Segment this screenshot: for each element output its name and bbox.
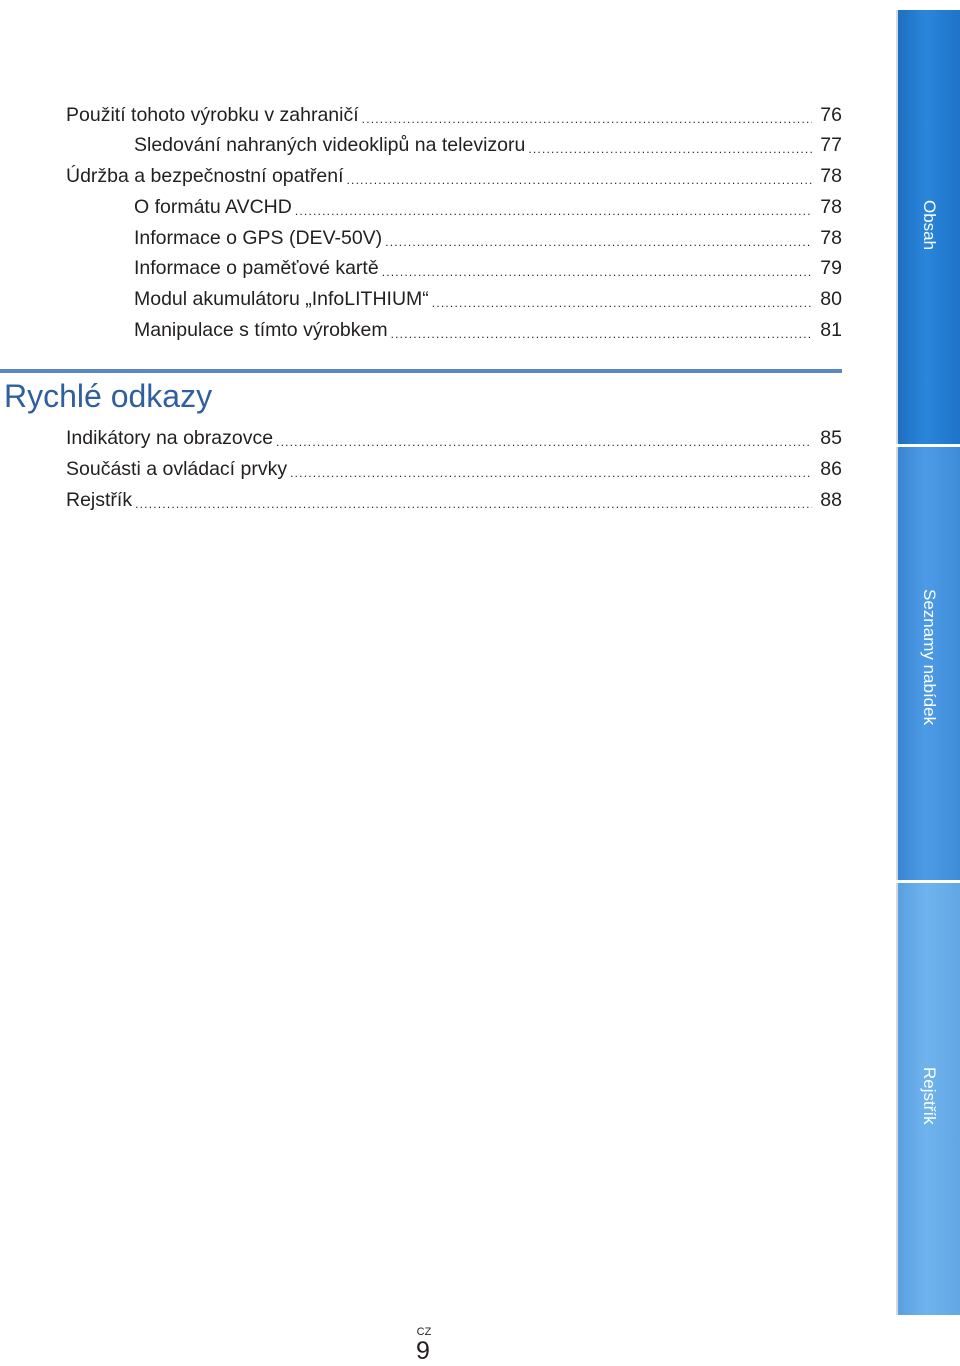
- tab-contents-label: Obsah: [920, 200, 939, 251]
- toc-entry-label: Informace o paměťové kartě: [134, 257, 379, 279]
- quick-link-label: Indikátory na obrazovce: [66, 427, 274, 449]
- toc-entry-page: 80: [820, 288, 842, 310]
- quick-link-page: 88: [820, 489, 842, 511]
- toc-entry-label: Sledování nahraných videoklipů na televizoru: [134, 134, 526, 156]
- toc-entry-label: Manipulace s tímto výrobkem: [134, 319, 388, 341]
- dot-leader: [382, 262, 813, 282]
- quick-link-entry[interactable]: [0, 486, 842, 514]
- toc-entry-label: Informace o GPS (DEV-50V): [134, 227, 383, 249]
- toc-entry-page: 78: [820, 196, 842, 218]
- dot-leader: [391, 324, 813, 344]
- quick-link-label: Součásti a ovládací prvky: [66, 458, 288, 480]
- toc-entry-page: 78: [820, 165, 842, 187]
- section-heading: Rychlé odkazy: [4, 378, 213, 414]
- tab-contents[interactable]: [896, 10, 960, 444]
- dot-leader: [290, 463, 812, 483]
- toc-entry-page: 79: [820, 257, 842, 279]
- toc-entry[interactable]: [0, 224, 842, 252]
- quick-link-page: 85: [820, 427, 842, 449]
- toc-entry-page: 76: [820, 104, 842, 126]
- toc-entry-label: O formátu AVCHD: [134, 196, 292, 218]
- dot-leader: [347, 170, 813, 190]
- toc-entry[interactable]: [0, 101, 842, 129]
- tab-index-label: Rejstřík: [920, 1067, 939, 1125]
- dot-leader: [432, 293, 813, 313]
- toc-entry-label: Údržba a bezpečnostní opatření: [66, 165, 344, 187]
- page-language-code: CZ: [416, 1326, 432, 1338]
- quick-link-entry[interactable]: [0, 455, 842, 483]
- dot-leader: [276, 432, 812, 452]
- dot-leader: [528, 139, 812, 159]
- tab-index[interactable]: [896, 883, 960, 1315]
- toc-entry-label: Modul akumulátoru „InfoLITHIUM“: [134, 288, 429, 310]
- toc-entry[interactable]: [0, 316, 842, 344]
- dot-leader: [135, 494, 812, 514]
- dot-leader: [385, 232, 812, 252]
- toc-entry[interactable]: [0, 131, 842, 159]
- toc-entry[interactable]: [0, 193, 842, 221]
- page-number: 9: [416, 1337, 430, 1365]
- toc-entry[interactable]: [0, 285, 842, 313]
- toc-entry-page: 81: [820, 319, 842, 341]
- dot-leader: [362, 109, 813, 129]
- toc-entry[interactable]: [0, 162, 842, 190]
- toc-entry-page: 78: [820, 227, 842, 249]
- quick-link-entry[interactable]: [0, 424, 842, 452]
- toc-entry-page: 77: [820, 134, 842, 156]
- quick-link-page: 86: [820, 458, 842, 480]
- dot-leader: [295, 201, 812, 221]
- section-divider: [0, 369, 842, 373]
- toc-entry-label: Použití tohoto výrobku v zahraničí: [66, 104, 359, 126]
- quick-link-label: Rejstřík: [66, 489, 133, 511]
- tab-menu-lists-label: Seznamy nabídek: [920, 589, 939, 726]
- tab-menu-lists[interactable]: [896, 447, 960, 880]
- toc-entry[interactable]: [0, 254, 842, 282]
